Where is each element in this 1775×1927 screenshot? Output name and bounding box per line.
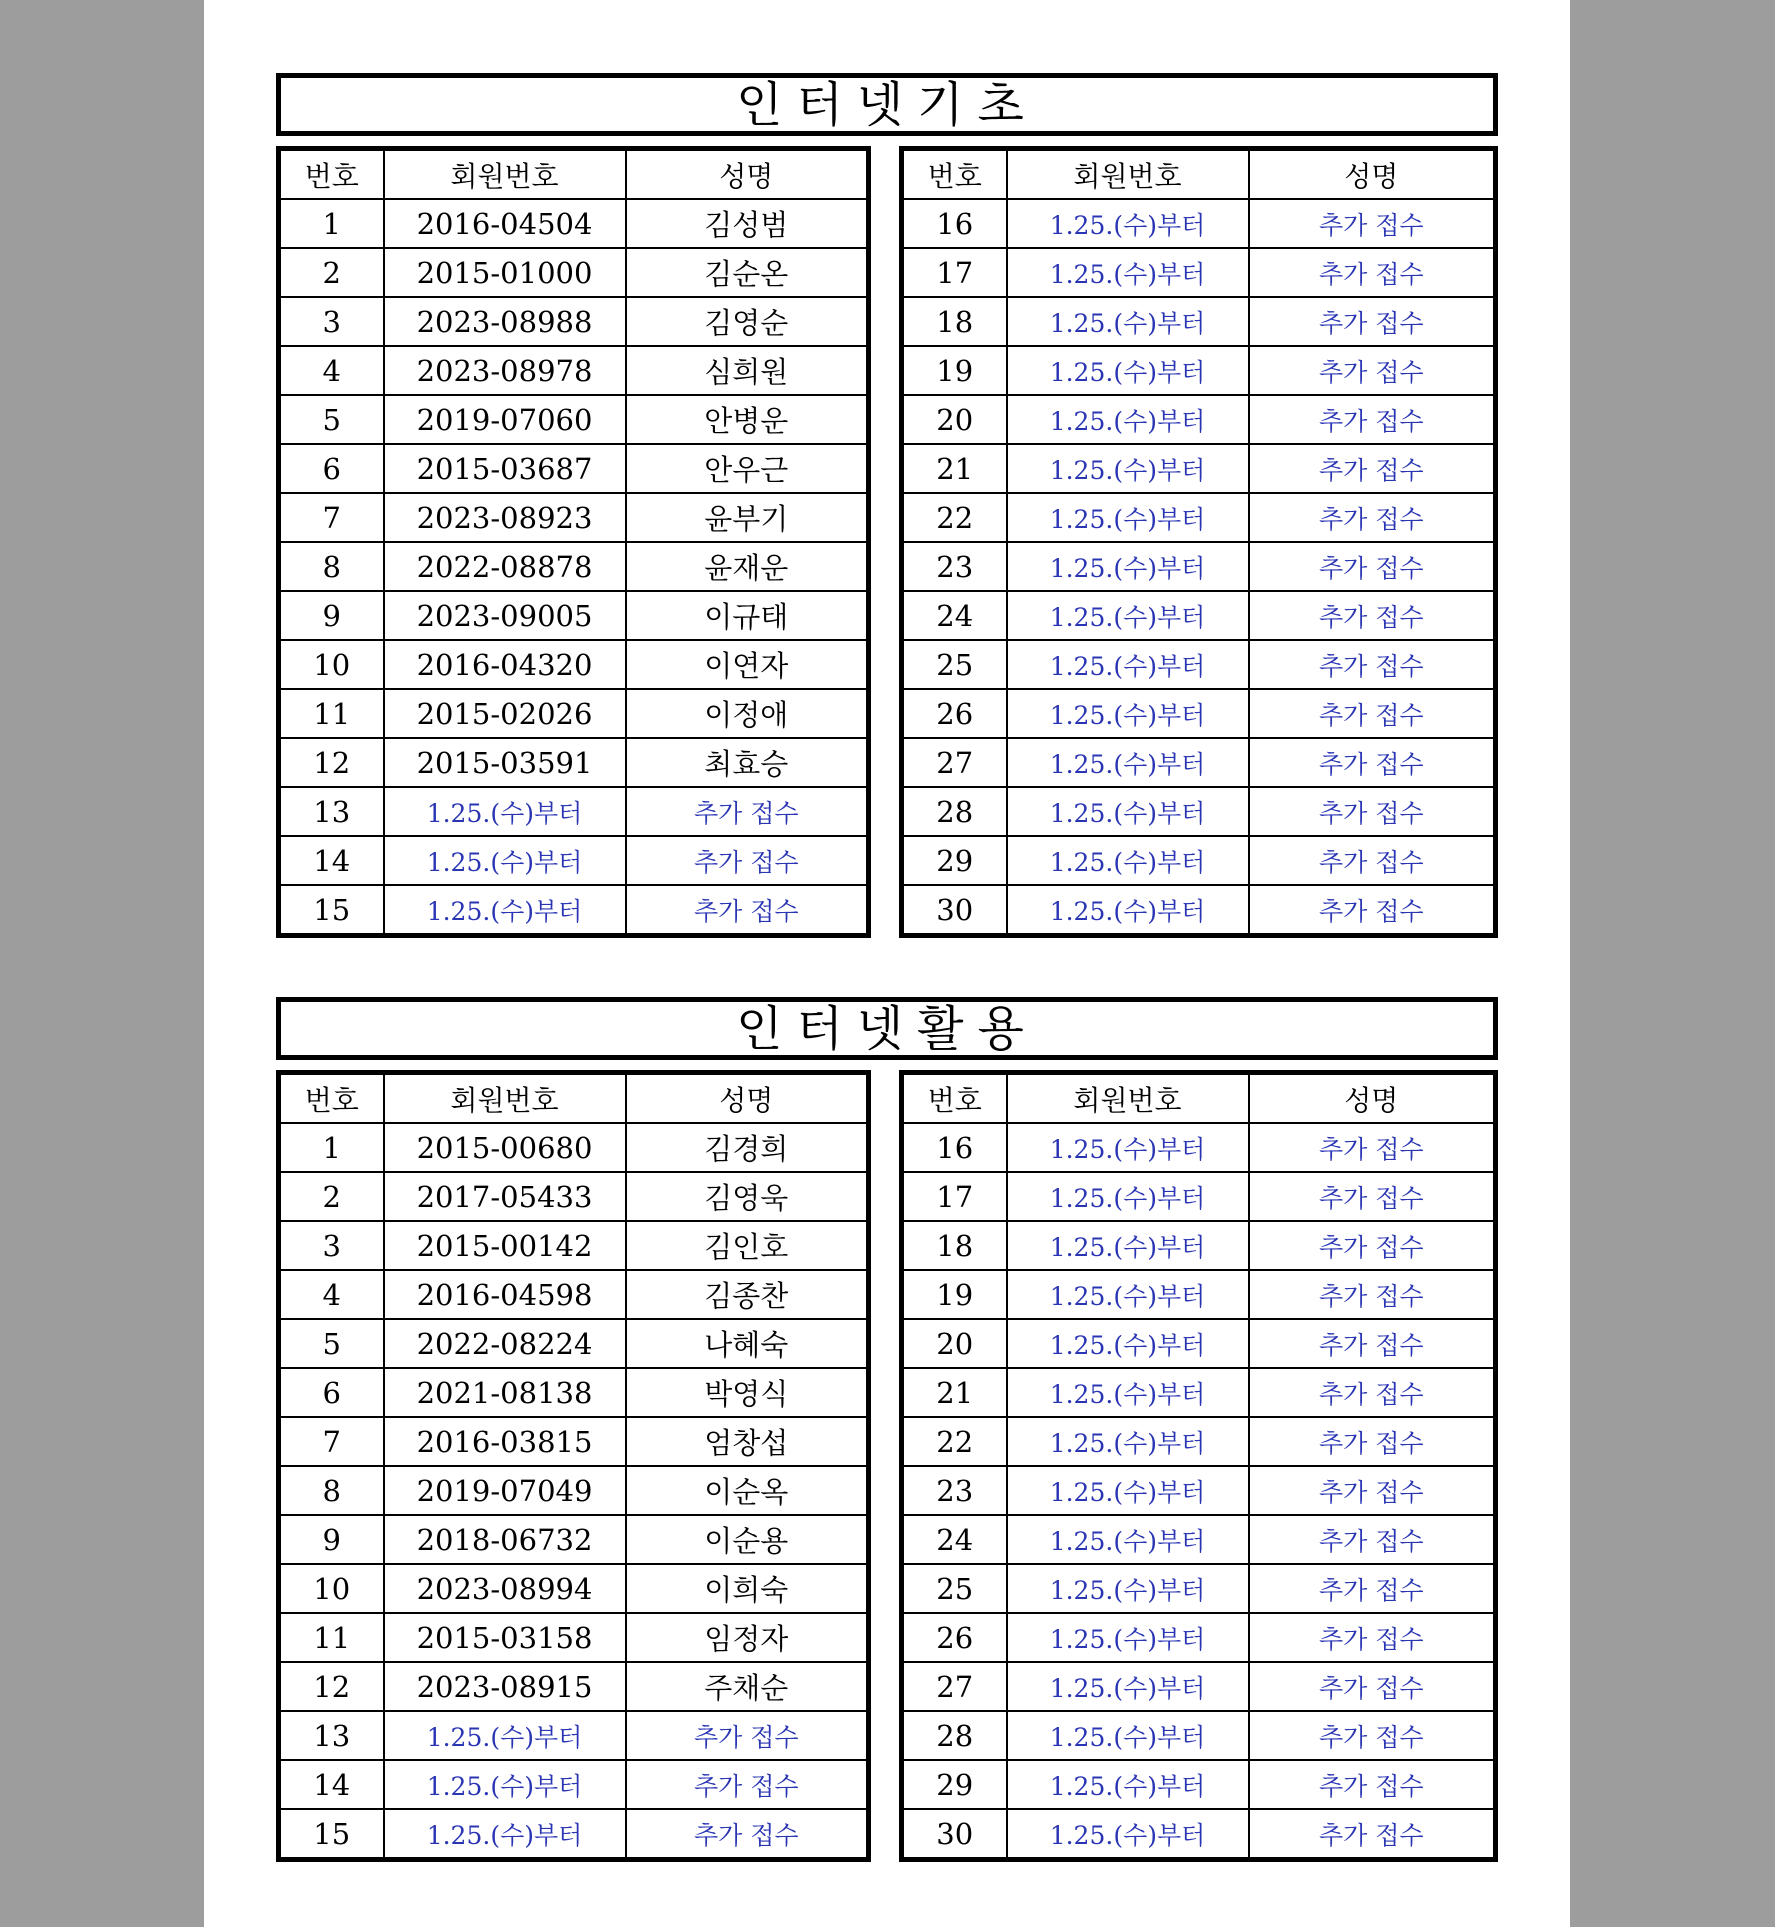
table-row — [279, 836, 869, 885]
header-no: 번호 — [279, 1073, 384, 1124]
member-id: 1.25.(수)부터 — [1007, 1760, 1249, 1809]
member-id: 1.25.(수)부터 — [1007, 346, 1249, 395]
table-row — [902, 1613, 1496, 1662]
member-name: 추가 접수 — [626, 1809, 869, 1860]
row-number: 18 — [902, 297, 1007, 346]
table-row — [279, 297, 869, 346]
row-number: 8 — [279, 542, 384, 591]
row-number: 1 — [279, 1123, 384, 1172]
row-number: 27 — [902, 738, 1007, 787]
header-row — [279, 1073, 869, 1124]
table-row — [902, 1760, 1496, 1809]
member-id: 1.25.(수)부터 — [1007, 640, 1249, 689]
row-number: 29 — [902, 836, 1007, 885]
member-id: 1.25.(수)부터 — [1007, 1319, 1249, 1368]
member-id: 1.25.(수)부터 — [1007, 885, 1249, 936]
member-name: 김영순 — [626, 297, 869, 346]
member-id: 1.25.(수)부터 — [1007, 591, 1249, 640]
table-row — [902, 787, 1496, 836]
member-id: 2021-08138 — [384, 1368, 626, 1417]
row-number: 2 — [279, 1172, 384, 1221]
row-number: 17 — [902, 248, 1007, 297]
row-number: 5 — [279, 1319, 384, 1368]
member-name: 나혜숙 — [626, 1319, 869, 1368]
member-name: 김경희 — [626, 1123, 869, 1172]
member-name: 추가 접수 — [1249, 1809, 1496, 1860]
roster-table-right — [899, 1070, 1498, 1862]
roster-tables — [276, 1070, 1498, 1861]
member-id: 1.25.(수)부터 — [1007, 1564, 1249, 1613]
member-id: 1.25.(수)부터 — [384, 1809, 626, 1860]
section-title: 인터넷활용 — [736, 1000, 1038, 1057]
table-row — [279, 1662, 869, 1711]
row-number: 2 — [279, 248, 384, 297]
header-no: 번호 — [902, 149, 1007, 200]
member-id: 1.25.(수)부터 — [1007, 297, 1249, 346]
table-row — [902, 1221, 1496, 1270]
section-title: 인터넷기초 — [736, 76, 1038, 133]
member-name: 추가 접수 — [1249, 1319, 1496, 1368]
header-row — [279, 149, 869, 200]
table-row — [279, 1221, 869, 1270]
table-row — [279, 1711, 869, 1760]
table-row — [279, 1368, 869, 1417]
table-row — [279, 640, 869, 689]
member-name: 윤부기 — [626, 493, 869, 542]
row-number: 19 — [902, 346, 1007, 395]
member-id: 2016-03815 — [384, 1417, 626, 1466]
table-row — [279, 787, 869, 836]
member-id: 1.25.(수)부터 — [1007, 689, 1249, 738]
row-number: 13 — [279, 1711, 384, 1760]
member-id: 2023-08988 — [384, 297, 626, 346]
member-id: 1.25.(수)부터 — [1007, 1515, 1249, 1564]
row-number: 6 — [279, 1368, 384, 1417]
member-name: 추가 접수 — [1249, 1221, 1496, 1270]
section-title-box — [276, 997, 1498, 1060]
row-number: 22 — [902, 493, 1007, 542]
table-row — [279, 1319, 869, 1368]
row-number: 12 — [279, 1662, 384, 1711]
table-row — [279, 542, 869, 591]
row-number: 15 — [279, 1809, 384, 1860]
table-row — [902, 738, 1496, 787]
section-title-box — [276, 73, 1498, 136]
row-number: 24 — [902, 591, 1007, 640]
member-name: 추가 접수 — [626, 885, 869, 936]
member-id: 1.25.(수)부터 — [1007, 1809, 1249, 1860]
table-row — [902, 1711, 1496, 1760]
member-id: 1.25.(수)부터 — [1007, 1417, 1249, 1466]
table-row — [279, 1809, 869, 1860]
row-number: 11 — [279, 689, 384, 738]
member-id: 2018-06732 — [384, 1515, 626, 1564]
row-number: 19 — [902, 1270, 1007, 1319]
member-name: 이규태 — [626, 591, 869, 640]
row-number: 1 — [279, 199, 384, 248]
member-id: 1.25.(수)부터 — [1007, 493, 1249, 542]
member-id: 2023-08923 — [384, 493, 626, 542]
table-row — [902, 297, 1496, 346]
table-row — [902, 1319, 1496, 1368]
member-id: 1.25.(수)부터 — [1007, 836, 1249, 885]
member-name: 추가 접수 — [1249, 1760, 1496, 1809]
roster-table-left — [276, 1070, 871, 1862]
row-number: 9 — [279, 591, 384, 640]
member-name: 이순용 — [626, 1515, 869, 1564]
row-number: 21 — [902, 1368, 1007, 1417]
member-id: 1.25.(수)부터 — [1007, 248, 1249, 297]
member-id: 1.25.(수)부터 — [1007, 1466, 1249, 1515]
row-number: 10 — [279, 640, 384, 689]
table-row — [902, 1368, 1496, 1417]
member-id: 1.25.(수)부터 — [384, 885, 626, 936]
member-id: 1.25.(수)부터 — [384, 836, 626, 885]
row-number: 27 — [902, 1662, 1007, 1711]
member-name: 추가 접수 — [1249, 1613, 1496, 1662]
row-number: 14 — [279, 836, 384, 885]
member-id: 1.25.(수)부터 — [1007, 1172, 1249, 1221]
member-id: 2015-01000 — [384, 248, 626, 297]
table-row — [902, 1564, 1496, 1613]
table-row — [902, 836, 1496, 885]
table-row — [902, 591, 1496, 640]
roster-table-left — [276, 146, 871, 938]
table-row — [902, 199, 1496, 248]
member-name: 김순온 — [626, 248, 869, 297]
member-name: 추가 접수 — [1249, 395, 1496, 444]
member-name: 추가 접수 — [1249, 1172, 1496, 1221]
member-name: 주채순 — [626, 1662, 869, 1711]
member-name: 추가 접수 — [1249, 1662, 1496, 1711]
member-id: 2023-08994 — [384, 1564, 626, 1613]
member-name: 추가 접수 — [626, 836, 869, 885]
member-name: 이연자 — [626, 640, 869, 689]
table-row — [902, 395, 1496, 444]
member-id: 2015-03591 — [384, 738, 626, 787]
row-number: 4 — [279, 1270, 384, 1319]
table-row — [279, 199, 869, 248]
member-name: 추가 접수 — [1249, 248, 1496, 297]
table-row — [902, 493, 1496, 542]
member-id: 2022-08878 — [384, 542, 626, 591]
member-id: 2016-04598 — [384, 1270, 626, 1319]
member-name: 추가 접수 — [1249, 493, 1496, 542]
table-row — [902, 248, 1496, 297]
member-name: 이순옥 — [626, 1466, 869, 1515]
member-id: 2019-07049 — [384, 1466, 626, 1515]
header-member-id: 회원번호 — [384, 1073, 626, 1124]
row-number: 16 — [902, 199, 1007, 248]
member-name: 김인호 — [626, 1221, 869, 1270]
member-name: 안병운 — [626, 395, 869, 444]
row-number: 22 — [902, 1417, 1007, 1466]
member-id: 2023-08915 — [384, 1662, 626, 1711]
member-name: 이희숙 — [626, 1564, 869, 1613]
member-name: 윤재운 — [626, 542, 869, 591]
member-id: 2016-04504 — [384, 199, 626, 248]
table-row — [279, 1172, 869, 1221]
member-id: 1.25.(수)부터 — [384, 1760, 626, 1809]
member-name: 임정자 — [626, 1613, 869, 1662]
header-member-id: 회원번호 — [1007, 1073, 1249, 1124]
row-number: 23 — [902, 1466, 1007, 1515]
member-id: 1.25.(수)부터 — [1007, 738, 1249, 787]
row-number: 26 — [902, 1613, 1007, 1662]
member-id: 1.25.(수)부터 — [1007, 199, 1249, 248]
row-number: 26 — [902, 689, 1007, 738]
member-name: 김종찬 — [626, 1270, 869, 1319]
member-name: 추가 접수 — [626, 787, 869, 836]
row-number: 30 — [902, 1809, 1007, 1860]
row-number: 13 — [279, 787, 384, 836]
member-name: 엄창섭 — [626, 1417, 869, 1466]
row-number: 12 — [279, 738, 384, 787]
table-row — [902, 885, 1496, 936]
row-number: 28 — [902, 1711, 1007, 1760]
table-row — [279, 738, 869, 787]
table-row — [902, 1515, 1496, 1564]
table-row — [902, 1809, 1496, 1860]
table-row — [279, 1515, 869, 1564]
table-row — [279, 395, 869, 444]
row-number: 5 — [279, 395, 384, 444]
table-row — [902, 1662, 1496, 1711]
row-number: 23 — [902, 542, 1007, 591]
row-number: 3 — [279, 1221, 384, 1270]
member-name: 추가 접수 — [1249, 297, 1496, 346]
member-name: 추가 접수 — [1249, 591, 1496, 640]
member-id: 2015-00680 — [384, 1123, 626, 1172]
table-row — [902, 640, 1496, 689]
table-row — [279, 1417, 869, 1466]
member-name: 추가 접수 — [1249, 885, 1496, 936]
member-id: 2015-00142 — [384, 1221, 626, 1270]
table-row — [279, 248, 869, 297]
member-id: 1.25.(수)부터 — [1007, 1711, 1249, 1760]
row-number: 24 — [902, 1515, 1007, 1564]
member-id: 1.25.(수)부터 — [1007, 542, 1249, 591]
table-row — [902, 1466, 1496, 1515]
row-number: 16 — [902, 1123, 1007, 1172]
roster-tables — [276, 146, 1498, 937]
row-number: 8 — [279, 1466, 384, 1515]
header-no: 번호 — [902, 1073, 1007, 1124]
table-row — [902, 444, 1496, 493]
row-number: 3 — [279, 297, 384, 346]
header-name: 성명 — [626, 149, 869, 200]
row-number: 28 — [902, 787, 1007, 836]
row-number: 7 — [279, 493, 384, 542]
member-name: 추가 접수 — [1249, 1368, 1496, 1417]
member-id: 1.25.(수)부터 — [1007, 1123, 1249, 1172]
member-name: 추가 접수 — [1249, 199, 1496, 248]
member-name: 추가 접수 — [1249, 1466, 1496, 1515]
member-id: 2023-08978 — [384, 346, 626, 395]
header-name: 성명 — [1249, 1073, 1496, 1124]
table-row — [902, 1417, 1496, 1466]
member-name: 김성범 — [626, 199, 869, 248]
member-name: 추가 접수 — [1249, 1515, 1496, 1564]
header-name: 성명 — [626, 1073, 869, 1124]
row-number: 14 — [279, 1760, 384, 1809]
table-row — [902, 542, 1496, 591]
row-number: 6 — [279, 444, 384, 493]
row-number: 11 — [279, 1613, 384, 1662]
header-member-id: 회원번호 — [384, 149, 626, 200]
member-id: 2015-03687 — [384, 444, 626, 493]
member-name: 추가 접수 — [1249, 444, 1496, 493]
table-row — [902, 346, 1496, 395]
member-id: 1.25.(수)부터 — [1007, 1270, 1249, 1319]
table-row — [279, 1564, 869, 1613]
table-row — [279, 885, 869, 936]
table-row — [902, 1172, 1496, 1221]
table-row — [902, 1123, 1496, 1172]
row-number: 9 — [279, 1515, 384, 1564]
member-id: 2016-04320 — [384, 640, 626, 689]
member-id: 1.25.(수)부터 — [384, 787, 626, 836]
member-name: 최효승 — [626, 738, 869, 787]
member-name: 추가 접수 — [1249, 689, 1496, 738]
member-id: 2017-05433 — [384, 1172, 626, 1221]
header-row — [902, 149, 1496, 200]
member-id: 1.25.(수)부터 — [1007, 1613, 1249, 1662]
member-name: 추가 접수 — [1249, 346, 1496, 395]
table-row — [279, 493, 869, 542]
member-name: 추가 접수 — [626, 1711, 869, 1760]
member-id: 1.25.(수)부터 — [1007, 1368, 1249, 1417]
table-row — [279, 1613, 869, 1662]
table-row — [279, 1123, 869, 1172]
member-id: 1.25.(수)부터 — [1007, 444, 1249, 493]
row-number: 25 — [902, 1564, 1007, 1613]
row-number: 29 — [902, 1760, 1007, 1809]
member-name: 박영식 — [626, 1368, 869, 1417]
member-name: 추가 접수 — [1249, 1123, 1496, 1172]
member-id: 1.25.(수)부터 — [384, 1711, 626, 1760]
header-name: 성명 — [1249, 149, 1496, 200]
table-row — [279, 591, 869, 640]
section-internet-basics — [276, 73, 1498, 937]
row-number: 21 — [902, 444, 1007, 493]
member-id: 1.25.(수)부터 — [1007, 1221, 1249, 1270]
row-number: 20 — [902, 1319, 1007, 1368]
member-name: 추가 접수 — [1249, 1711, 1496, 1760]
member-id: 2019-07060 — [384, 395, 626, 444]
member-name: 안우근 — [626, 444, 869, 493]
member-id: 1.25.(수)부터 — [1007, 1662, 1249, 1711]
row-number: 7 — [279, 1417, 384, 1466]
document-page — [204, 0, 1570, 1927]
member-name: 이정애 — [626, 689, 869, 738]
row-number: 30 — [902, 885, 1007, 936]
member-name: 추가 접수 — [1249, 738, 1496, 787]
row-number: 20 — [902, 395, 1007, 444]
member-name: 추가 접수 — [1249, 640, 1496, 689]
table-row — [279, 444, 869, 493]
member-name: 추가 접수 — [1249, 1564, 1496, 1613]
row-number: 4 — [279, 346, 384, 395]
header-no: 번호 — [279, 149, 384, 200]
member-name: 추가 접수 — [1249, 1417, 1496, 1466]
table-row — [279, 689, 869, 738]
member-name: 추가 접수 — [626, 1760, 869, 1809]
row-number: 10 — [279, 1564, 384, 1613]
table-row — [902, 1270, 1496, 1319]
member-id: 2015-02026 — [384, 689, 626, 738]
row-number: 15 — [279, 885, 384, 936]
table-row — [279, 1466, 869, 1515]
member-name: 추가 접수 — [1249, 542, 1496, 591]
section-internet-usage — [276, 997, 1498, 1861]
header-member-id: 회원번호 — [1007, 149, 1249, 200]
member-name: 추가 접수 — [1249, 836, 1496, 885]
roster-table-right — [899, 146, 1498, 938]
table-row — [279, 346, 869, 395]
member-id: 2015-03158 — [384, 1613, 626, 1662]
member-name: 심희원 — [626, 346, 869, 395]
header-row — [902, 1073, 1496, 1124]
member-id: 1.25.(수)부터 — [1007, 787, 1249, 836]
member-name: 추가 접수 — [1249, 787, 1496, 836]
member-name: 김영욱 — [626, 1172, 869, 1221]
row-number: 18 — [902, 1221, 1007, 1270]
member-id: 2022-08224 — [384, 1319, 626, 1368]
row-number: 17 — [902, 1172, 1007, 1221]
table-row — [279, 1270, 869, 1319]
table-row — [279, 1760, 869, 1809]
member-id: 2023-09005 — [384, 591, 626, 640]
row-number: 25 — [902, 640, 1007, 689]
member-id: 1.25.(수)부터 — [1007, 395, 1249, 444]
member-name: 추가 접수 — [1249, 1270, 1496, 1319]
table-row — [902, 689, 1496, 738]
